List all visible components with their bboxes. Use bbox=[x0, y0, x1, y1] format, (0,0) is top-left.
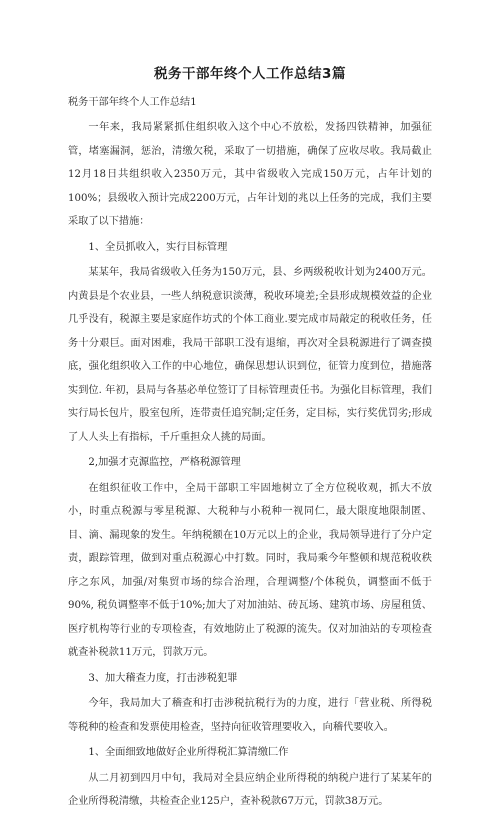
section-heading: 3、加大稽查力度，打击涉税犯罪 bbox=[88, 672, 238, 684]
paragraph: 一年来，我局紧紧抓住组织收入这个中心不放松，发扬四铁精神，加强征管，堵塞漏洞，惩治，清缴欠税，采取了一切措施，确保了应收尽收。我局截止12月18日共组织收入2350万元，其中省级收入完成150万元，占年计划的100%；县级收入预计完成2200万元，占年计划的兆以上任务的完成，我们主要采取了以下措施： bbox=[68, 122, 432, 227]
paragraph: 从二月初到四月中旬，我局对全县应纳企业所得税的纳税户进行了某某年的企业所得税清缴，共检查企业125户，查补税款67万元，罚款38万元。 bbox=[68, 772, 432, 807]
paragraph: 在组织征收工作中，全局干部职工牢固地树立了全方位税收观，抓大不放小，时重点税源与零星税源、大税种与小税种一视同仁，最大限度地限制匿、目、滴、漏现象的发生。年纳税额在10万元以上的企业，我局领导进行了分户定责，跟踪管理，做到对重点税源心中打数。同时，我局乘今年整顿和规范税收秩序之东风，加强/对集贸市场的综合治理，合理调整/个体税负，调整面不低于90%, 税负调整率不低于10%;加大了对加油站、砖瓦场、建筑市场、房屋租赁、医疗机构等行业的专项检查，有效地防止了税源的流失。仅对加油站的专项检查就查补税款11万元，罚款万元。 bbox=[68, 482, 432, 658]
section-heading: 1、全面细致地做好企业所得税汇算清缴匚作 bbox=[88, 747, 289, 758]
document-subtitle: 税务干部年终个人工作总结1 bbox=[68, 97, 197, 108]
section-heading: 2,加强才克源监控，严格税源管理 bbox=[88, 457, 241, 468]
section-heading: 1、全员抓收入，实行目标管理 bbox=[88, 241, 228, 253]
paragraph: 今年，我局加大了稽查和打击涉税抗税行为的力度，进行「营业税、所得税等税种的检查和发票使用检查，坚持向征收管理要收入，向稽代要收入。 bbox=[68, 698, 432, 733]
document-title: 税务干部年终个人工作总结3篇 bbox=[154, 66, 346, 82]
document-body bbox=[68, 116, 432, 814]
paragraph: 某某年，我局省级收入任务为150万元，县、乡两级税收计划为2400万元。内黄县是个农业县，一些人纳税意识淡薄，税收环境差;全县形成规模效益的企业几乎没有，税源主要是家庭作坊式的个体工商业.要完成市局敲定的税收任务，任务十分艰巨。面对困难，我局干部职工没有退缩，再次对全县税源进行了调查摸底，强化组织收入工作的中心地位，确保思想认识到位，征管力度到位，措施落实到位. 年初，县局与各基必单位签订了目标管理责任书。为强化目标管理，我们实行局长包片，股室包所，连带责任追究制;定任务，定目标，实行奖优罚劣;形成了人人头上有指标，千斤重担众人挑的局面。 bbox=[68, 267, 432, 443]
